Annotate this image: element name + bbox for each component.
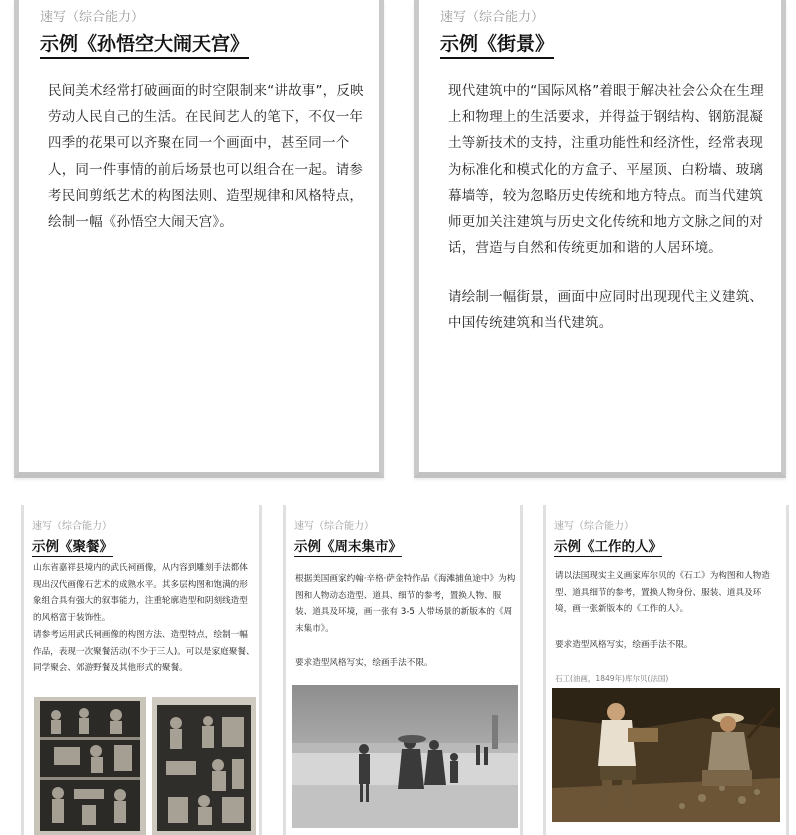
category-label: 速写（综合能力） (554, 521, 634, 532)
category-label: 速写（综合能力） (294, 521, 374, 532)
painting-caption: 石工(油画，1849年)库尔贝(法国) (555, 674, 669, 683)
card-market (283, 505, 523, 835)
category-label: 速写（综合能力） (40, 10, 145, 25)
card-paragraph-2: 请绘制一幅街景，画面中应同时出现现代主义建筑、中国传统建筑和当代建筑。 (448, 289, 764, 332)
stone-relief-rubbing-right (152, 697, 256, 835)
card-paragraph: 民间美术经常打破画面的时空限制来“讲故事”，反映劳动人民自己的生活。在民间艺人的笔下，不仅一年四季的花果可以齐聚在同一个画面中，甚至同一个人，同一件事情的前后场景也可以组合在一起。请参考民间剪纸艺术的构图法则、造型规律和风格特点，绘制一幅《孙悟空大闹天宫》。 (48, 83, 364, 231)
card-title: 示例《孙悟空大闹天宫》 (40, 29, 249, 59)
card-feast (21, 505, 262, 835)
beach-painting-image (292, 685, 518, 828)
card-paragraph-1: 请以法国现实主义画家库尔贝的《石工》为构图和人物造型、道具细节的参考，置换人物身份、服装、道具及环境，画一张新版本的《工作的人》。 (555, 571, 770, 614)
card-title: 示例《聚餐》 (32, 535, 113, 557)
card-paragraph-1: 现代建筑中的“国际风格”着眼于解决社会公众在生理上和物理上的生活要求，并得益于钢结构、钢筋混凝土等新技术的支持，注重功能性和经济性，经常表现为标准化和模式化的方盒子、平屋顶、白粉墙、玻璃幕墙等，较为忽略历史传统和地方特点。而当代建筑师更加关注建筑与历史文化传统和地方文脉之间的对话，营造与自然和传统更加和谐的人居环境。 (448, 83, 764, 257)
category-label: 速写（综合能力） (32, 521, 112, 532)
card-paragraph-2: 请参考运用武氏祠画像的构图方法、造型特点，绘制一幅作品，表现一次聚餐活动(不少于三人)。可以是家庭聚餐、同学聚会、郊游野餐及其他形式的聚餐。 (33, 630, 255, 673)
card-paragraph-1: 根据美国画家约翰·辛格·萨金特作品《海滩捕鱼途中》为构图和人物动态造型、道具、细节的参考，置换人物、服装、道具及环境，画一张有 3-5 人带场景的新版本的《周末集市》。 (295, 574, 516, 634)
card-paragraph-2: 要求造型风格写实，绘画手法不限。 (295, 658, 433, 668)
card-paragraph-1: 山东省嘉祥县境内的武氏祠画像，从内容到雕刻手法都体现出汉代画像石艺术的成熟水平。其多层构图和饱满的形象组合具有强大的叙事能力，注重轮廓造型和阴刻线造型的风格富于装饰性。 (33, 563, 248, 623)
card-title: 示例《周末集市》 (294, 535, 402, 557)
card-work (543, 505, 789, 835)
card-wukong (14, 0, 384, 478)
card-paragraph-2: 要求造型风格写实，绘画手法不限。 (555, 640, 693, 650)
category-label: 速写（综合能力） (440, 10, 545, 25)
stone-relief-rubbing-left (34, 697, 146, 835)
card-title: 示例《工作的人》 (554, 535, 662, 557)
card-title: 示例《街景》 (440, 29, 554, 59)
stonebreakers-painting-image (552, 688, 780, 822)
card-street (414, 0, 786, 478)
